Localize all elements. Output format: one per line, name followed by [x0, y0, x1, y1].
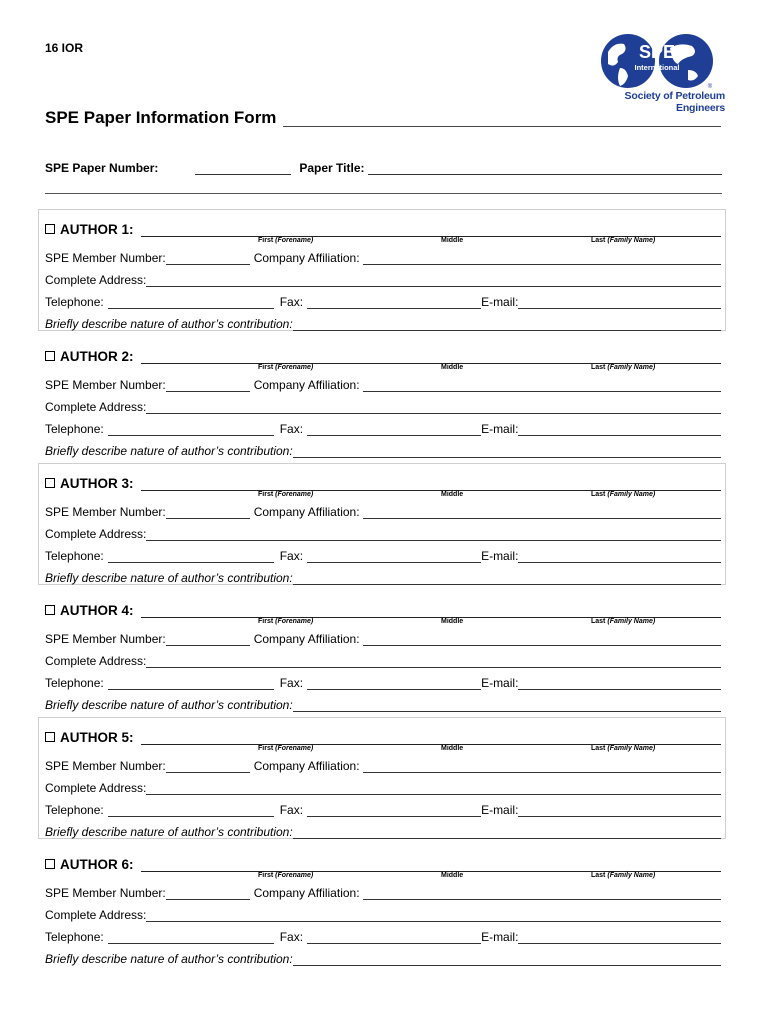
address-field[interactable] [146, 656, 721, 668]
contribution-field[interactable] [293, 573, 721, 585]
company-affiliation-label: Company Affiliation: [253, 632, 360, 646]
author-block-4 [38, 590, 726, 712]
author-header [45, 598, 721, 618]
author-block-3 [38, 463, 726, 585]
telephone-field[interactable] [108, 932, 274, 944]
member-number-field[interactable] [166, 888, 250, 900]
contribution-label: Briefly describe nature of author’s contribution: [45, 952, 293, 966]
fax-field[interactable] [307, 551, 481, 563]
middle-name-caption: Middle [441, 618, 464, 625]
member-company-row [45, 757, 721, 773]
fax-label: Fax: [279, 422, 304, 436]
email-label: E-mail: [481, 803, 519, 817]
address-label: Complete Address: [45, 781, 147, 795]
last-name-caption: Last (Family Name) [591, 618, 656, 625]
middle-name-caption: Middle [441, 364, 464, 371]
company-affiliation-field[interactable] [363, 380, 721, 392]
middle-name-caption: Middle [441, 237, 464, 244]
fax-label: Fax: [279, 676, 304, 690]
author-name-field[interactable] [141, 476, 722, 491]
address-row [45, 779, 721, 795]
address-label: Complete Address: [45, 273, 147, 287]
last-name-caption: Last (Family Name) [591, 872, 656, 879]
address-field[interactable] [146, 910, 721, 922]
company-affiliation-label: Company Affiliation: [253, 251, 360, 265]
contribution-label: Briefly describe nature of author’s contribution: [45, 571, 293, 585]
email-field[interactable] [518, 297, 721, 309]
author-block-6 [38, 844, 726, 966]
email-label: E-mail: [481, 295, 519, 309]
last-name-caption: Last (Family Name) [591, 745, 656, 752]
member-number-field[interactable] [166, 380, 250, 392]
address-row [45, 398, 721, 414]
email-field[interactable] [518, 424, 721, 436]
company-affiliation-field[interactable] [363, 507, 721, 519]
contribution-field[interactable] [293, 319, 721, 331]
last-name-caption: Last (Family Name) [591, 237, 656, 244]
author-title: AUTHOR 1: [60, 222, 134, 237]
first-name-caption: First (Forename) [258, 491, 314, 498]
paper-title-field-continued[interactable] [45, 193, 722, 194]
fax-label: Fax: [279, 295, 304, 309]
author-name-field[interactable] [141, 857, 722, 872]
author-title: AUTHOR 4: [60, 603, 134, 618]
contribution-row [45, 950, 721, 966]
author-title: AUTHOR 6: [60, 857, 134, 872]
contribution-row [45, 569, 721, 585]
author-title: AUTHOR 5: [60, 730, 134, 745]
member-number-label: SPE Member Number: [45, 886, 166, 900]
company-affiliation-label: Company Affiliation: [253, 378, 360, 392]
author-header [45, 217, 721, 237]
first-name-caption: First (Forename) [258, 364, 314, 371]
author-name-field[interactable] [141, 603, 722, 618]
address-label: Complete Address: [45, 527, 147, 541]
fax-label: Fax: [279, 930, 304, 944]
author-name-field[interactable] [141, 349, 722, 364]
email-field[interactable] [518, 678, 721, 690]
email-label: E-mail: [481, 676, 519, 690]
telephone-field[interactable] [108, 424, 274, 436]
address-row [45, 652, 721, 668]
member-company-row [45, 630, 721, 646]
contact-row [45, 674, 721, 690]
author-header [45, 852, 721, 872]
author-checkbox[interactable] [45, 859, 55, 869]
contact-row [45, 547, 721, 563]
fax-field[interactable] [307, 932, 481, 944]
contribution-field[interactable] [293, 827, 721, 839]
fax-field[interactable] [307, 297, 481, 309]
fax-field[interactable] [307, 424, 481, 436]
logo-badge-subtext: International [634, 63, 680, 72]
paper-title-field[interactable] [368, 162, 722, 175]
author-header [45, 344, 721, 364]
fax-field[interactable] [307, 678, 481, 690]
form-code: 16 IOR [45, 41, 84, 55]
author-checkbox[interactable] [45, 605, 55, 615]
form-title: SPE Paper Information Form [45, 108, 277, 127]
contribution-row [45, 442, 721, 458]
telephone-field[interactable] [108, 678, 274, 690]
paper-number-label: SPE Paper Number: [45, 161, 159, 175]
logo-badge-text: SPE [638, 42, 676, 62]
first-name-caption: First (Forename) [258, 872, 314, 879]
contact-row [45, 420, 721, 436]
first-name-caption: First (Forename) [258, 745, 314, 752]
email-label: E-mail: [481, 930, 519, 944]
author-name-field[interactable] [141, 730, 722, 745]
registered-mark: ® [707, 84, 713, 90]
contribution-row [45, 696, 721, 712]
company-affiliation-field[interactable] [363, 634, 721, 646]
contribution-label: Briefly describe nature of author’s contribution: [45, 825, 293, 839]
company-affiliation-label: Company Affiliation: [253, 886, 360, 900]
company-affiliation-label: Company Affiliation: [253, 505, 360, 519]
title-rule [283, 126, 721, 127]
contribution-label: Briefly describe nature of author’s contribution: [45, 698, 293, 712]
member-number-label: SPE Member Number: [45, 378, 166, 392]
organization-name: Society of Petroleum Engineers [624, 90, 725, 114]
telephone-label: Telephone: [45, 549, 104, 563]
email-label: E-mail: [481, 549, 519, 563]
address-row [45, 525, 721, 541]
address-field[interactable] [146, 402, 721, 414]
email-field[interactable] [518, 932, 721, 944]
member-company-row [45, 249, 721, 265]
author-block-2 [38, 336, 726, 458]
address-field[interactable] [146, 275, 721, 287]
fax-label: Fax: [279, 803, 304, 817]
member-number-label: SPE Member Number: [45, 632, 166, 646]
author-header [45, 725, 721, 745]
member-number-field[interactable] [166, 634, 250, 646]
author-checkbox[interactable] [45, 224, 55, 234]
contribution-field[interactable] [293, 954, 721, 966]
contribution-label: Briefly describe nature of author’s contribution: [45, 317, 293, 331]
last-name-caption: Last (Family Name) [591, 491, 656, 498]
member-company-row [45, 376, 721, 392]
first-name-caption: First (Forename) [258, 618, 314, 625]
telephone-field[interactable] [108, 551, 274, 563]
member-company-row [45, 503, 721, 519]
address-field[interactable] [146, 783, 721, 795]
company-affiliation-field[interactable] [363, 888, 721, 900]
member-number-label: SPE Member Number: [45, 759, 166, 773]
address-row [45, 271, 721, 287]
author-title: AUTHOR 2: [60, 349, 134, 364]
fax-field[interactable] [307, 805, 481, 817]
member-number-field[interactable] [166, 761, 250, 773]
email-label: E-mail: [481, 422, 519, 436]
contribution-row [45, 315, 721, 331]
address-label: Complete Address: [45, 654, 147, 668]
email-field[interactable] [518, 805, 721, 817]
author-block-1 [38, 209, 726, 331]
contact-row [45, 801, 721, 817]
paper-info-row [45, 157, 722, 175]
address-field[interactable] [146, 529, 721, 541]
author-title: AUTHOR 3: [60, 476, 134, 491]
paper-number-field[interactable] [195, 162, 291, 175]
contribution-label: Briefly describe nature of author’s contribution: [45, 444, 293, 458]
first-name-caption: First (Forename) [258, 237, 314, 244]
author-name-field[interactable] [141, 222, 722, 237]
company-affiliation-label: Company Affiliation: [253, 759, 360, 773]
contact-row [45, 928, 721, 944]
author-checkbox[interactable] [45, 732, 55, 742]
address-label: Complete Address: [45, 908, 147, 922]
telephone-field[interactable] [108, 297, 274, 309]
telephone-label: Telephone: [45, 930, 104, 944]
telephone-field[interactable] [108, 805, 274, 817]
contribution-field[interactable] [293, 700, 721, 712]
paper-title-label: Paper Title: [299, 161, 365, 175]
member-number-label: SPE Member Number: [45, 251, 166, 265]
author-header [45, 471, 721, 491]
telephone-label: Telephone: [45, 803, 104, 817]
middle-name-caption: Middle [441, 872, 464, 879]
telephone-label: Telephone: [45, 676, 104, 690]
author-block-5 [38, 717, 726, 839]
fax-label: Fax: [279, 549, 304, 563]
contribution-field[interactable] [293, 446, 721, 458]
company-affiliation-field[interactable] [363, 253, 721, 265]
middle-name-caption: Middle [441, 491, 464, 498]
telephone-label: Telephone: [45, 422, 104, 436]
member-number-field[interactable] [166, 507, 250, 519]
contact-row [45, 293, 721, 309]
telephone-label: Telephone: [45, 295, 104, 309]
email-field[interactable] [518, 551, 721, 563]
author-checkbox[interactable] [45, 351, 55, 361]
author-checkbox[interactable] [45, 478, 55, 488]
member-company-row [45, 884, 721, 900]
member-number-field[interactable] [166, 253, 250, 265]
middle-name-caption: Middle [441, 745, 464, 752]
address-label: Complete Address: [45, 400, 147, 414]
contribution-row [45, 823, 721, 839]
address-row [45, 906, 721, 922]
company-affiliation-field[interactable] [363, 761, 721, 773]
last-name-caption: Last (Family Name) [591, 364, 656, 371]
member-number-label: SPE Member Number: [45, 505, 166, 519]
